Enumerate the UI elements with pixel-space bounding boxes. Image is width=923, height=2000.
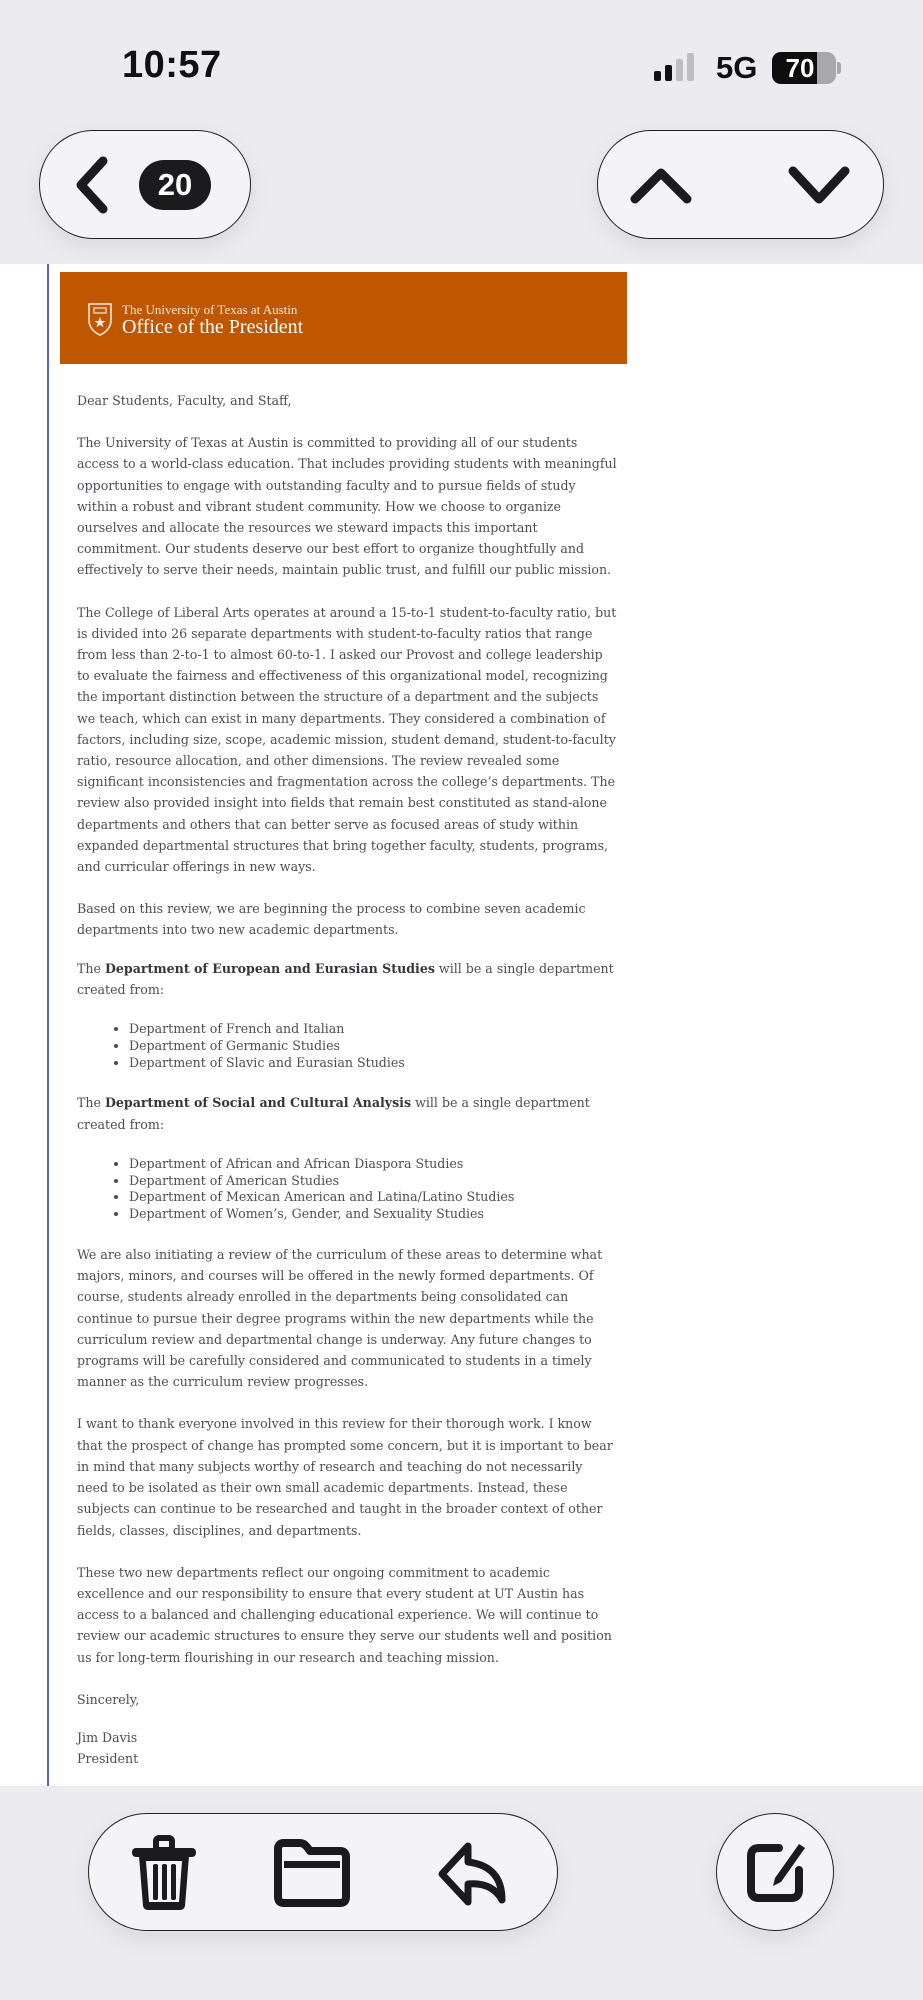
- source-department-list: [77, 1021, 617, 1071]
- battery-percent: 70: [785, 52, 815, 83]
- message-navigation: [597, 130, 884, 239]
- ut-seal-icon: [87, 302, 113, 341]
- new-department-intro: [77, 1092, 617, 1134]
- list-item: • Department of French and Italian: [129, 1021, 617, 1038]
- intro-prefix: The: [77, 960, 105, 976]
- trash-icon: [128, 1834, 200, 1912]
- list-item: • Department of Germanic Studies: [129, 1038, 617, 1055]
- compose-button[interactable]: [716, 1813, 834, 1931]
- paragraph: The College of Liberal Arts operates at around a 15-to-1 student-to-faculty ratio, but is divided into 26 separate departments with student-to-faculty ratios that range from less than 2-to-1 to almost 60-to-1. I asked our Provost and college leadership to evaluate the fairness and effectiveness of this organizational model, recognizing the important distinction between the structure of a department and the subjects we teach, which can exist in many departments. They considered a combination of factors, including size, scope, academic mission, student demand, student-to-faculty ratio, resource allocation, and other dimensions. The review revealed some significant inconsistencies and fragmentation across the college’s departments. The review also provided insight into fields that remain best constituted as stand-alone departments and others that can better serve as focused areas of study within expanded departmental structures that bring together faculty, students, programs, and curricular offerings in new ways.: [77, 604, 617, 875]
- new-department-intro: [77, 958, 617, 1000]
- next-message-button[interactable]: [786, 153, 852, 217]
- signer-name: Jim Davis: [77, 1729, 138, 1745]
- status-time: 10:57: [122, 44, 222, 86]
- list-item: • Department of Mexican American and Latina/Latino Studies: [129, 1189, 617, 1206]
- email-header-banner: [60, 272, 627, 364]
- list-item: • Department of Slavic and Eurasian Studies: [129, 1055, 617, 1072]
- delete-button[interactable]: [119, 1834, 209, 1912]
- email-body: [0, 264, 923, 1786]
- source-department-list: [77, 1156, 617, 1223]
- previous-message-button[interactable]: [628, 153, 694, 217]
- battery-tip: [837, 62, 841, 74]
- list-item: • Department of Women’s, Gender, and Sexuality Studies: [129, 1206, 617, 1223]
- signoff: Sincerely,: [77, 1691, 140, 1707]
- paragraph: The University of Texas at Austin is committed to providing all of our students access to a world-class education. That includes providing students with meaningful opportunities to engage with outstanding faculty and to pursue fields of study within a robust and vibrant student community. How we choose to organize ourselves and allocate the resources we steward impacts this important commitment. Our students deserve our best effort to organize thoughtfully and effectively to serve their needs, maintain public trust, and fulfill our public mission.: [77, 435, 617, 578]
- signal-bar: [687, 53, 694, 81]
- greeting: Dear Students, Faculty, and Staff,: [77, 393, 292, 408]
- unread-count-badge: 20: [139, 160, 211, 210]
- message-actions: [88, 1813, 558, 1931]
- new-department-name: Department of European and Eurasian Studies: [104, 960, 435, 976]
- reply-button[interactable]: [429, 1834, 519, 1912]
- intro-prefix: The: [77, 1095, 105, 1111]
- chevron-up-icon: [629, 165, 693, 205]
- move-to-folder-button[interactable]: [267, 1834, 357, 1912]
- intro-suffix: will be a single department created from:: [77, 1095, 590, 1132]
- chevron-left-icon[interactable]: [64, 155, 118, 215]
- institution-name: The University of Texas at Austin: [122, 302, 298, 317]
- paragraph: I want to thank everyone involved in this review for their thorough work. I know that the prospect of change has prompted some concern, but it is important to bear in mind that many subjects worthy of research and teaching do not necessarily need to be isolated as their own small academic departments. Instead, these subjects can continue to be researched and taught in the broader context of other fields, classes, disciplines, and departments.: [77, 1416, 613, 1538]
- signal-bar: [654, 71, 661, 81]
- paragraph: Based on this review, we are beginning the process to combine seven academic departments into two new academic departments.: [77, 901, 586, 938]
- signal-bar: [665, 65, 672, 81]
- signal-strength-icon: [654, 53, 694, 81]
- quote-rule: [47, 264, 49, 1786]
- list-item: • Department of African and African Diaspora Studies: [129, 1156, 617, 1173]
- back-to-inbox-button[interactable]: [39, 130, 251, 239]
- paragraph: We are also initiating a review of the curriculum of these areas to determine what majors, minors, and courses will be offered in the newly formed departments. Of course, students already enrolled in the departments being consolidated can continue to pursue their degree programs within the new departments while the curriculum review and departmental change is underway. Any future changes to programs will be carefully considered and communicated to students in a timely manner as the curriculum review progresses.: [77, 1247, 603, 1390]
- network-type: 5G: [716, 50, 758, 85]
- intro-suffix: will be a single department created from:: [77, 960, 614, 997]
- compose-icon: [737, 1834, 815, 1912]
- office-name: Office of the President: [122, 316, 304, 338]
- battery-icon: [772, 52, 836, 84]
- signal-bar: [676, 59, 683, 81]
- letter-content: [77, 390, 617, 1769]
- reply-icon: [436, 1840, 512, 1906]
- status-bar: [0, 0, 923, 120]
- signer-title: President: [77, 1751, 139, 1767]
- list-item: • Department of American Studies: [129, 1173, 617, 1190]
- chevron-down-icon: [787, 165, 851, 205]
- folder-icon: [272, 1839, 352, 1907]
- new-department-name: Department of Social and Cultural Analysis: [104, 1095, 412, 1111]
- paragraph: These two new departments reflect our ongoing commitment to academic excellence and our responsibility to ensure that every student at UT Austin has access to a balanced and challenging educational experience. We will continue to review our academic structures to ensure they serve our students well and position us for long-term flourishing in our research and teaching mission.: [77, 1564, 612, 1665]
- signature: [77, 1689, 617, 1770]
